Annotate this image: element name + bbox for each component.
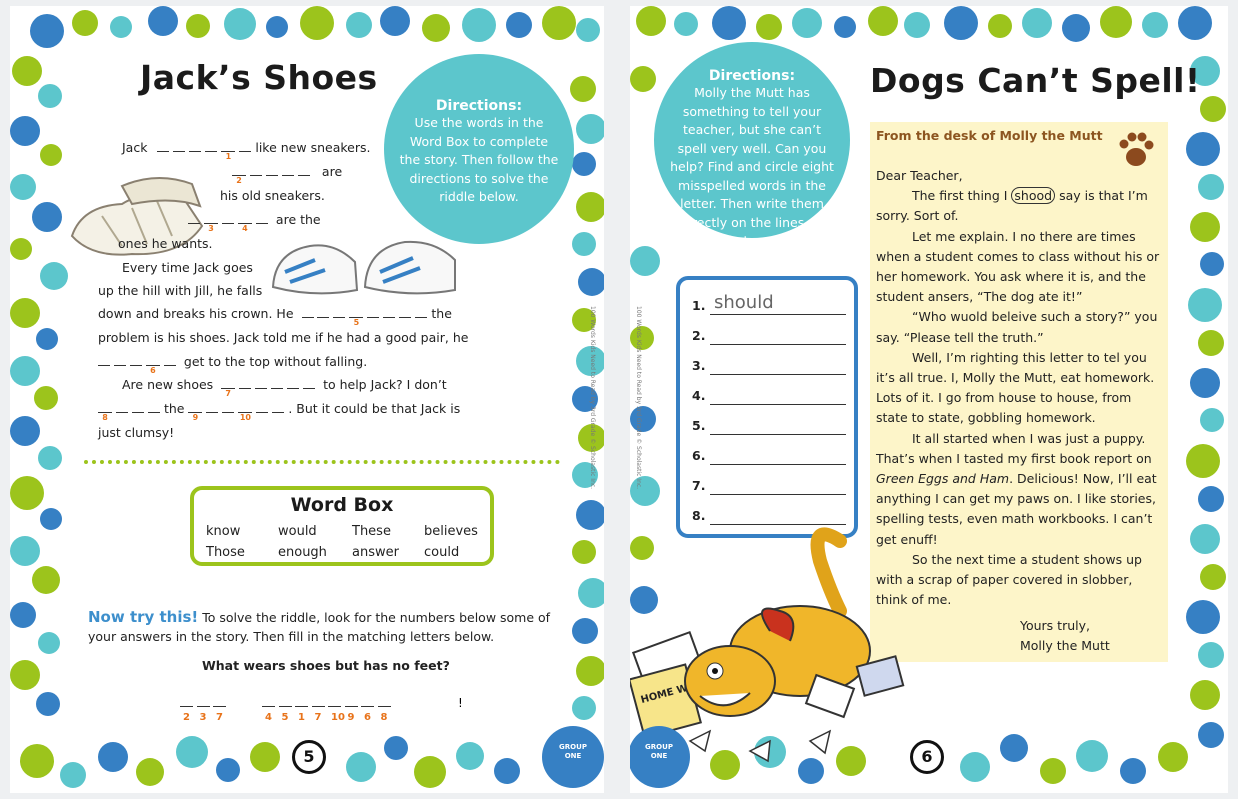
decorative-dot [1188,288,1222,322]
answer-blank[interactable] [188,401,202,422]
decorative-dot [1178,6,1212,40]
answer-number: 1. [692,298,706,313]
page-number: 5 [292,740,326,774]
decorative-dot [10,602,36,628]
decorative-dot [542,6,576,40]
riddle-blank[interactable] [295,706,308,707]
decorative-dot [1200,96,1226,122]
riddle-letter-number: 8 [380,712,388,723]
answer-blank[interactable] [221,377,235,398]
decorative-dot [414,756,446,788]
riddle-letter-number: 7 [216,712,223,723]
story-text: the [163,401,185,416]
decorative-dot [1190,368,1220,398]
decorative-dot [148,6,178,36]
decorative-dot [1190,680,1220,710]
decorative-dot [578,268,604,296]
story-line-8 [98,302,452,326]
answer-line[interactable] [710,494,846,495]
credit-line: 100 Words Kids Need to Read by 3rd Grade © Scholastic Inc. [589,306,596,490]
decorative-dot [570,76,596,102]
word-box-word: would [278,524,317,539]
word-box-word: know [206,524,241,539]
decorative-dot [10,660,40,690]
decorative-dot [10,476,44,510]
book-title: Green Eggs and Ham [876,471,1010,487]
decorative-dot [1022,8,1052,38]
riddle-instructions [88,608,558,646]
letter-number: 5 [353,318,360,327]
decorative-dot [1190,212,1220,242]
decorative-dot [40,144,62,166]
answer-blank[interactable] [98,401,112,422]
answer-list [676,276,858,538]
decorative-dot [756,14,782,40]
riddle-letter-number: 2 [183,712,190,723]
word-box-title: Word Box [290,494,394,516]
riddle-letter-number: 4 [265,712,272,723]
decorative-dot [792,8,822,38]
riddle-letter-number: 10 [331,712,345,723]
decorative-dot [60,762,86,788]
letter-number: 1 [225,152,232,161]
decorative-dot [32,566,60,594]
decorative-dot [32,202,62,232]
decorative-dot [98,742,128,772]
group-label: GROUP [559,743,587,751]
decorative-dot [38,84,62,108]
decorative-dot [1186,444,1220,478]
riddle-blank[interactable] [262,706,275,707]
story-text: . But it could be that Jack is [288,401,461,416]
answer-line[interactable] [710,434,846,435]
decorative-dot [462,8,496,42]
letter-number: 8 [102,413,108,422]
answer-blank[interactable] [238,212,252,233]
decorative-dot [10,298,40,328]
decorative-dot [1198,174,1224,200]
directions-bubble [384,54,574,244]
letter-text: . Delicious! Now, I’ll eat anything I can get my paws on. I like stories, spelling tests, even math workbooks. I can’t get enuff! [876,471,1157,547]
letter-heading: From the desk of Molly the Mutt [876,128,1103,143]
decorative-dot [10,536,40,566]
decorative-dot [572,618,598,644]
decorative-dot [1062,14,1090,42]
decorative-dot [38,632,60,654]
decorative-dot [572,152,596,176]
decorative-dot [380,6,410,36]
answer-blank[interactable] [349,306,363,327]
decorative-dot [216,758,240,782]
decorative-dot [1200,564,1226,590]
decorative-dot [224,8,256,40]
riddle-letter-number: 6 [364,712,371,723]
decorative-dot [346,12,372,38]
decorative-dot [1040,758,1066,784]
decorative-dot [1186,600,1220,634]
riddle-blank[interactable] [361,706,374,707]
story-line-11 [122,373,447,397]
decorative-dot [10,356,40,386]
riddle-letter-number: 9 [347,712,355,723]
decorative-dot [1120,758,1146,784]
decorative-dot [1198,486,1224,512]
answer-number: 7. [692,478,706,493]
letter-signature: Molly the Mutt [1020,638,1110,653]
decorative-dot [1200,408,1224,432]
decorative-dot [636,6,666,36]
riddle-blank[interactable] [180,706,193,707]
riddle-blank[interactable] [378,706,391,707]
answer-line[interactable] [710,464,846,465]
answer-blank[interactable] [146,354,160,375]
decorative-dot [674,12,698,36]
riddle-blank[interactable] [328,706,341,707]
decorative-dot [300,6,334,40]
story-text: are [321,164,343,179]
decorative-dot [1190,524,1220,554]
group-badge [542,726,604,788]
word-box-word: These [352,524,391,539]
word-box-word: Those [206,545,245,560]
riddle-letter-number: 3 [199,712,207,723]
decorative-dot [384,736,408,760]
decorative-dot [176,736,208,768]
story-line-9: problem is his shoes. Jack told me if he had a good pair, he [98,330,469,345]
letter-text: say is that I’m sorry. Sort of. [876,188,1148,224]
decorative-dot [12,56,42,86]
paw-print-icon [1116,130,1156,170]
decorative-dot [40,508,62,530]
answer-number: 8. [692,508,706,523]
story-text: down and breaks his crown. He [98,306,294,321]
answer-blank[interactable] [204,212,218,233]
decorative-dot [712,6,746,40]
story-text: are the [275,212,321,227]
decorative-dot [1186,132,1220,166]
decorative-dot [572,540,596,564]
letter-number: 9 [192,413,199,422]
story-line-12 [98,397,460,421]
letter-paragraph [876,186,1166,226]
word-box-word: enough [278,545,327,560]
letter-paragraph: Let me explain. I no there are times when a student comes to class without his or her homework. You ask where it is, and the student ansers, “The dog ate it!” [876,228,1160,305]
decorative-dot [576,192,604,222]
answer-line[interactable] [710,374,846,375]
story-text: Jack [122,140,148,155]
decorative-dot [630,66,656,92]
letter-text: The first thing I [912,188,1008,204]
decorative-dot [456,742,484,770]
decorative-dot [944,6,978,40]
answer-number: 6. [692,448,706,463]
story-line-5: ones he wants. [118,236,213,251]
group-badge [630,726,690,788]
word-box [190,486,494,566]
story-text: the [431,306,452,321]
decorative-dot [630,246,660,276]
decorative-dot [1076,740,1108,772]
decorative-dot [506,12,532,38]
decorative-dot [960,752,990,782]
directions-text: Molly the Mutt has something to tell your teacher, but she can’t spell very well. Can you help? Find and circle eight misspelled words in the letter. Then write them correctly on the lines. We did the first one for you. [670,85,834,248]
page-number: 6 [910,740,944,774]
decorative-dot [1198,722,1224,748]
decorative-dot [422,14,450,42]
group-label: GROUP [645,743,673,751]
word-box-word: could [424,545,460,560]
decorative-dot [868,6,898,36]
decorative-dot [110,16,132,38]
answer-blank[interactable] [232,164,246,185]
riddle-blank[interactable] [279,706,292,707]
right-page [630,6,1228,793]
letter-number: 4 [242,224,248,233]
decorative-dot [1158,742,1188,772]
answer-blank[interactable] [238,401,252,422]
letter-number: 2 [236,176,242,185]
letter-text: It all started when I was just a puppy. That’s when I tasted my first book report on [876,430,1152,466]
riddle-blank[interactable] [312,706,325,707]
decorative-dot [1000,734,1028,762]
decorative-dot [494,758,520,784]
dotted-divider [84,460,560,464]
riddle-letter-number: 5 [281,712,289,723]
decorative-dot [1142,12,1168,38]
decorative-dot [34,386,58,410]
decorative-dot [346,752,376,782]
riddle-heading: Now try this! [88,608,199,626]
decorative-dot [30,14,64,48]
decorative-dot [36,328,58,350]
story-line-10 [98,350,367,374]
example-answer: should [714,292,774,313]
story-line-1 [122,136,370,160]
riddle-letter-number: 7 [314,712,322,723]
riddle-text: To solve the riddle, look for the numbers below some of your answers in the story. Then fill in the matching letters below. [88,610,551,644]
decorative-dot [1100,6,1132,38]
riddle-blank[interactable] [345,706,358,707]
decorative-dot [576,500,604,530]
story-line-6: Every time Jack goes [122,260,253,275]
letter-paragraph: “Who wuold beleive such a story?” you say. “Please tell the truth.” [876,309,1158,345]
credit-line: 100 Words Kids Need to Read by 3rd Grade © Scholastic Inc. [635,306,642,490]
decorative-dot [20,744,54,778]
letter-salutation: Dear Teacher, [876,168,963,183]
decorative-dot [10,174,36,200]
decorative-dot [72,10,98,36]
group-value: ONE [564,752,582,760]
story-text: Are new shoes [122,377,214,392]
decorative-dot [1198,330,1224,356]
decorative-dot [904,12,930,38]
story-line-4 [188,208,321,232]
letter-paragraph: So the next time a student shows up with a scrap of paper covered in slobber, think of me. [876,551,1142,608]
story-line-3: his old sneakers. [220,188,325,203]
group-value: ONE [650,752,668,760]
directions-heading: Directions: [708,68,796,84]
letter-number: 3 [208,224,214,233]
decorative-dot [40,262,68,290]
decorative-dot [10,416,40,446]
decorative-dot [1200,252,1224,276]
decorative-dot [36,692,60,716]
answer-blank[interactable] [221,140,235,161]
story-line-7: up the hill with Jill, he falls [98,283,263,298]
riddle-blank[interactable] [197,706,210,707]
story-text: like new sneakers. [255,140,371,155]
letter-paragraph: Well, I’m righting this letter to tel you it’s all true. I, Molly the Mutt, eat homework. Lots of it. I go from house to house, from state to state, gobbling homework. [876,349,1155,426]
circled-word[interactable]: shood [1011,187,1055,204]
riddle-end-mark: ! [458,696,463,710]
page-title: Jack’s Shoes [140,58,378,97]
story-text: to help Jack? I don’t [323,377,447,392]
decorative-dot [136,758,164,786]
word-box-word: answer [352,545,399,560]
story-line-2 [232,160,342,184]
decorative-dot [576,114,604,144]
left-page [10,6,604,793]
answer-number: 5. [692,418,706,433]
letter-number: 7 [225,389,231,398]
new-sneakers-illustration [265,232,465,302]
letter-closing: Yours truly, [1020,618,1090,633]
story-text: get to the top without falling. [183,354,368,369]
directions-heading: Directions: [435,98,523,114]
letter-number: 6 [150,366,156,375]
answer-line[interactable] [710,314,846,315]
decorative-dot [10,116,40,146]
answer-number: 4. [692,388,706,403]
decorative-dot [250,742,280,772]
page-title: Dogs Can’t Spell! [870,61,1201,100]
decorative-dot [578,578,604,608]
homework-paper-text: HOME [639,686,676,706]
letter-number: 10 [239,413,251,422]
decorative-dot [1198,642,1224,668]
decorative-dot [38,446,62,470]
answer-number: 2. [692,328,706,343]
decorative-dot [988,14,1012,38]
riddle-question: What wears shoes but has no feet? [202,658,450,673]
story-line-13: just clumsy! [98,425,175,440]
decorative-dot [10,238,32,260]
decorative-dot [576,18,600,42]
decorative-dot [572,232,596,256]
decorative-dot [834,16,856,38]
decorative-dot [630,406,656,432]
answer-line[interactable] [710,404,846,405]
decorative-dot [630,326,654,350]
answer-number: 3. [692,358,706,373]
answer-line[interactable] [710,344,846,345]
word-box-word: believes [424,524,478,539]
directions-text: Use the words in the Word Box to complete the story. Then follow the directions to solve the riddle below. [399,115,559,204]
directions-bubble [654,42,850,248]
decorative-dot [572,696,596,720]
decorative-dot [576,656,604,686]
riddle-blank[interactable] [213,706,226,707]
decorative-dot [266,16,288,38]
riddle-letter-number: 1 [298,712,305,723]
decorative-dot [186,14,210,38]
